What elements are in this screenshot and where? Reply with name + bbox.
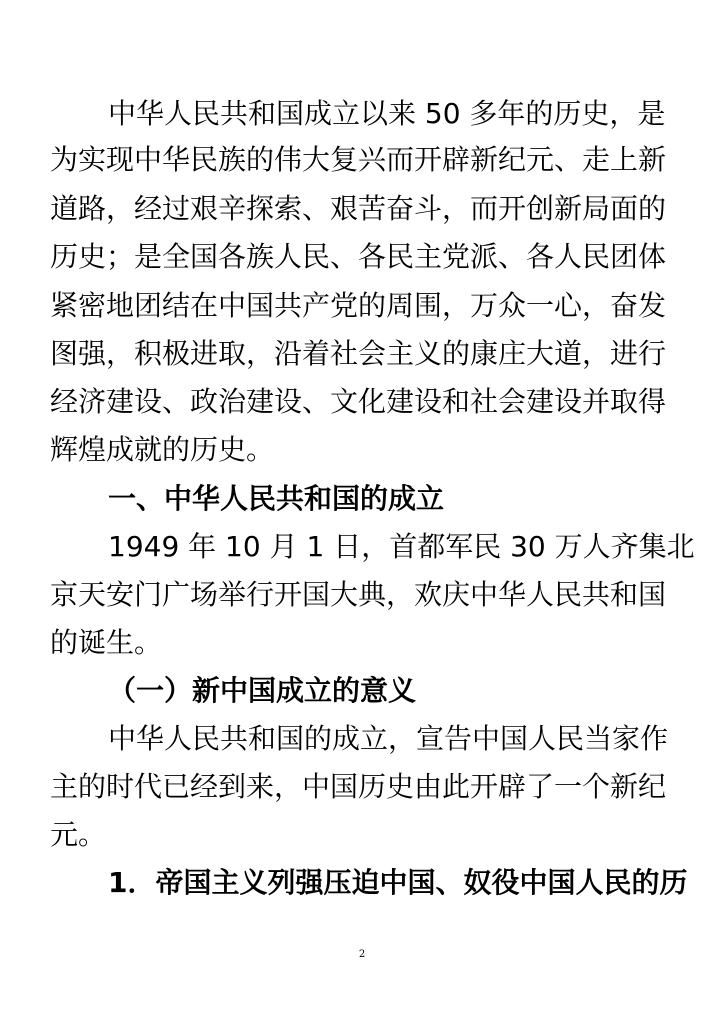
page-number: 2: [358, 949, 366, 960]
para2-line-2: 京天安门广场举行开国大典，欢庆中华人民共和国: [50, 578, 667, 611]
intro-line-3: 道路，经过艰辛探索、艰苦奋斗，而开创新局面的: [50, 192, 667, 225]
section-heading-1: 一、中华人民共和国的成立: [108, 482, 445, 515]
intro-line-6: 图强，积极进取，沿着社会主义的康庄大道，进行: [50, 337, 667, 370]
intro-line-4: 历史；是全国各族人民、各民主党派、各人民团体: [50, 240, 667, 273]
intro-line-8: 辉煌成就的历史。: [50, 433, 275, 466]
intro-line-7: 经济建设、政治建设、文化建设和社会建设并取得: [50, 385, 667, 418]
para3-line-1: 中华人民共和国的成立，宣告中国人民当家作: [108, 722, 669, 755]
para2-line-3: 的诞生。: [50, 626, 163, 659]
para3-line-3: 元。: [50, 818, 107, 851]
para2-line-1: 1949 年 10 月 1 日，首都军民 30 万人齐集北: [108, 530, 695, 563]
intro-line-5: 紧密地团结在中国共产党的周围，万众一心，奋发: [50, 289, 667, 322]
intro-line-1: 中华人民共和国成立以来 50 多年的历史，是: [108, 97, 666, 130]
numbered-heading: 1．帝国主义列强压迫中国、奴役中国人民的历: [108, 866, 688, 899]
intro-line-2: 为实现中华民族的伟大复兴而开辟新纪元、走上新: [50, 143, 667, 176]
subsection-heading: （一）新中国成立的意义: [108, 674, 417, 707]
para3-line-2: 主的时代已经到来，中国历史由此开辟了一个新纪: [50, 770, 667, 803]
